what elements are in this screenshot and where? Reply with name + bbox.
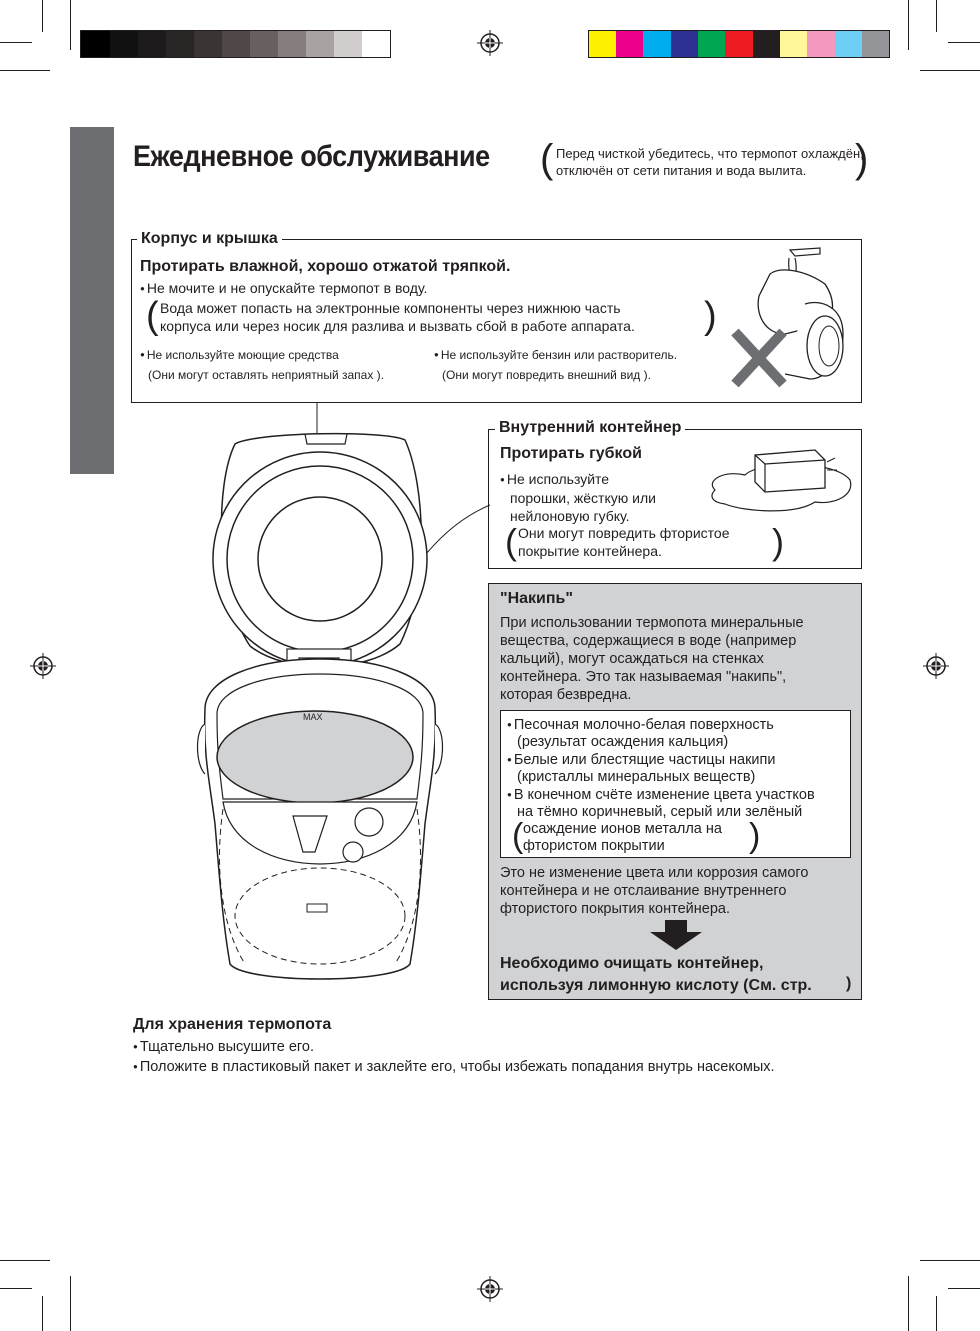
symptom-text: фтористом покрытии [523,838,665,854]
note-line: Они могут повредить фтористое [518,525,730,541]
symptom-text: В конечном счёте изменение цвета участков [513,787,815,803]
conclusion-line: используя лимонную кислоту (См. стр. [500,977,812,994]
bullet-text: Не мочите и не опускайте термопот в воду. [146,280,428,296]
scale-outro [500,864,808,918]
storage-heading: Для хранения термопота [133,1016,332,1033]
body-lid-note: (Они могут повредить внешний вид ). [442,368,651,382]
scale-heading: "Накипь" [500,590,573,607]
bullet-text: Не используйте бензин или растворитель. [440,348,678,362]
inner-container-bullet [500,470,656,525]
paren: ( [512,817,524,855]
sponge-illustration [705,440,855,520]
paren: ( [146,295,159,337]
bullet-text: Не используйте моющие средства [146,348,339,362]
inner-container-instruction: Протирать губкой [500,445,642,462]
intro-line: вещества, содержащиеся в воде (например [500,633,797,649]
outro-line: Это не изменение цвета или коррозия самого [500,865,809,881]
symptom-text: (результат осаждения кальция) [517,734,729,750]
note-line: Вода может попасть на электронные компоненты через нижнюю часть [160,300,621,316]
page-title: Ежедневное обслуживание [133,140,490,173]
paren: ) [749,817,761,855]
outro-line: фтористого покрытия контейнера. [500,901,730,917]
scale-symptoms [507,716,815,855]
intro-line: кальций), могут осаждаться на стенках [500,651,764,667]
bullet-text: порошки, жёсткую или [510,490,656,506]
body-lid-note: (Они могут оставлять неприятный запах ). [148,368,384,382]
symptom-text: (кристаллы минеральных веществ) [517,769,756,785]
max-label: MAX [303,712,323,722]
storage-bullet [133,1039,314,1055]
paren: ( [505,521,517,562]
note-line: покрытие контейнера. [518,543,662,559]
paren: ) [772,521,784,562]
thermopot-illustration [195,424,455,996]
scale-conclusion [500,953,812,997]
inner-container-heading: Внутренний контейнер [495,419,685,437]
intro-line: При использовании термопота минеральные [500,615,804,631]
body-lid-instruction: Протирать влажной, хорошо отжатой тряпкой. [140,258,511,275]
body-lid-heading: Корпус и крышка [137,230,282,248]
header-note-line: Перед чисткой убедитесь, что термопот охлаждён, [556,146,864,161]
bullet-text: нейлоновую губку. [510,508,630,524]
intro-line: которая безвредна. [500,687,632,703]
paren: ) [704,295,717,337]
symptom-text: Песочная молочно-белая поверхность [513,717,774,733]
symptom-text: осаждение ионов металла на [523,821,722,837]
inner-container-note [518,524,730,560]
bullet-text: Не используйте [506,471,610,487]
bullet-text: Положите в пластиковый пакет и заклейте его, чтобы избежать попадания внутрь насекомых. [139,1059,775,1075]
note-line: корпуса или через носик для разлива и вызвать сбой в работе аппарата. [160,318,635,334]
intro-line: контейнера. Это так называемая "накипь", [500,669,787,685]
header-note-line: отключён от сети питания и вода вылита. [556,163,807,178]
conclusion-line: Необходимо очищать контейнер, [500,955,764,972]
outro-line: контейнера и не отслаивание внутреннего [500,883,787,899]
symptom-text: на тёмно коричневый, серый или зелёный [517,804,803,820]
scale-intro [500,614,804,704]
down-arrow-icon [650,920,702,950]
storage-bullet [133,1059,775,1075]
note-close-paren: ) [855,137,869,181]
note-open-paren: ( [540,137,554,181]
symptom-text: Белые или блестящие частицы накипи [513,752,776,768]
scale-conclusion-paren: ) [846,975,852,992]
bullet-text: Тщательно высушите его. [139,1039,314,1055]
